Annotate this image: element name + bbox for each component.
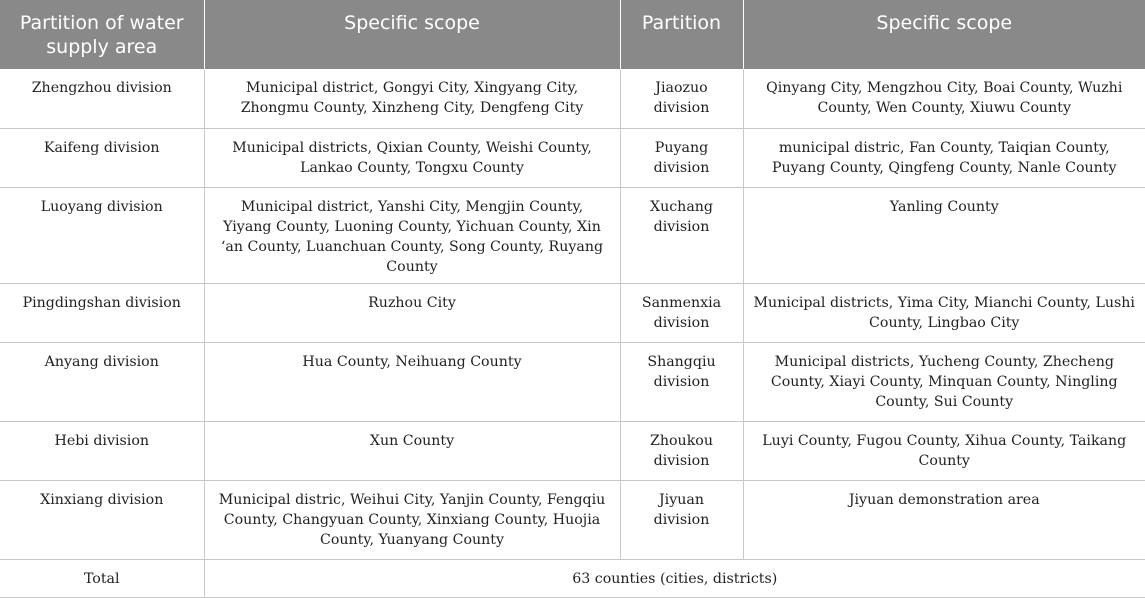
cell-scope: Municipal distric, Weihui City, Yanjin County, Fengqiu County, Changyuan County, Xinxiang County, Huojia County, Yuanyang County (204, 480, 620, 559)
table-row (0, 128, 1145, 187)
table-row (0, 187, 1145, 283)
cell-scope: Municipal districts, Yucheng County, Zhecheng County, Xiayi County, Minquan County, Ningling County, Sui County (743, 342, 1145, 421)
table-row (0, 421, 1145, 480)
cell-scope: Municipal districts, Qixian County, Weishi County, Lankao County, Tongxu County (204, 128, 620, 187)
table-header (0, 0, 1145, 69)
cell-division: Zhengzhou division (0, 69, 204, 128)
total-label: Total (0, 559, 204, 597)
table-row (0, 69, 1145, 128)
cell-partition: Jiaozuo division (620, 69, 743, 128)
cell-scope: Municipal district, Yanshi City, Mengjin County, Yiyang County, Luoning County, Yichuan County, Xin ‘an County, Luanchuan County, Song County, Ruyang County (204, 187, 620, 283)
header-specific-scope-1: Specific scope (204, 0, 620, 69)
total-value: 63 counties (cities, districts) (204, 559, 1145, 597)
cell-scope: Jiyuan demonstration area (743, 480, 1145, 559)
cell-division: Anyang division (0, 342, 204, 421)
cell-partition: Sanmenxia division (620, 283, 743, 342)
cell-scope: Ruzhou City (204, 283, 620, 342)
cell-scope: Hua County, Neihuang County (204, 342, 620, 421)
cell-scope: Luyi County, Fugou County, Xihua County, Taikang County (743, 421, 1145, 480)
cell-division: Luoyang division (0, 187, 204, 283)
cell-scope: Municipal districts, Yima City, Mianchi County, Lushi County, Lingbao City (743, 283, 1145, 342)
header-row (0, 0, 1145, 69)
total-row (0, 559, 1145, 597)
cell-partition: Shangqiu division (620, 342, 743, 421)
cell-scope: Municipal district, Gongyi City, Xingyang City, Zhongmu County, Xinzheng City, Dengfeng City (204, 69, 620, 128)
cell-division: Pingdingshan division (0, 283, 204, 342)
header-specific-scope-2: Specific scope (743, 0, 1145, 69)
cell-partition: Jiyuan division (620, 480, 743, 559)
table-row (0, 283, 1145, 342)
header-partition: Partition (620, 0, 743, 69)
cell-division: Kaifeng division (0, 128, 204, 187)
cell-division: Xinxiang division (0, 480, 204, 559)
cell-partition: Puyang division (620, 128, 743, 187)
table-row (0, 342, 1145, 421)
cell-partition: Xuchang division (620, 187, 743, 283)
table-row (0, 480, 1145, 559)
cell-scope: municipal distric, Fan County, Taiqian County, Puyang County, Qingfeng County, Nanle County (743, 128, 1145, 187)
table-body (0, 69, 1145, 597)
header-partition-of-water-supply-area: Partition of water supply area (0, 0, 204, 69)
cell-scope: Xun County (204, 421, 620, 480)
cell-scope: Qinyang City, Mengzhou City, Boai County, Wuzhi County, Wen County, Xiuwu County (743, 69, 1145, 128)
cell-scope: Yanling County (743, 187, 1145, 283)
cell-partition: Zhoukou division (620, 421, 743, 480)
cell-division: Hebi division (0, 421, 204, 480)
